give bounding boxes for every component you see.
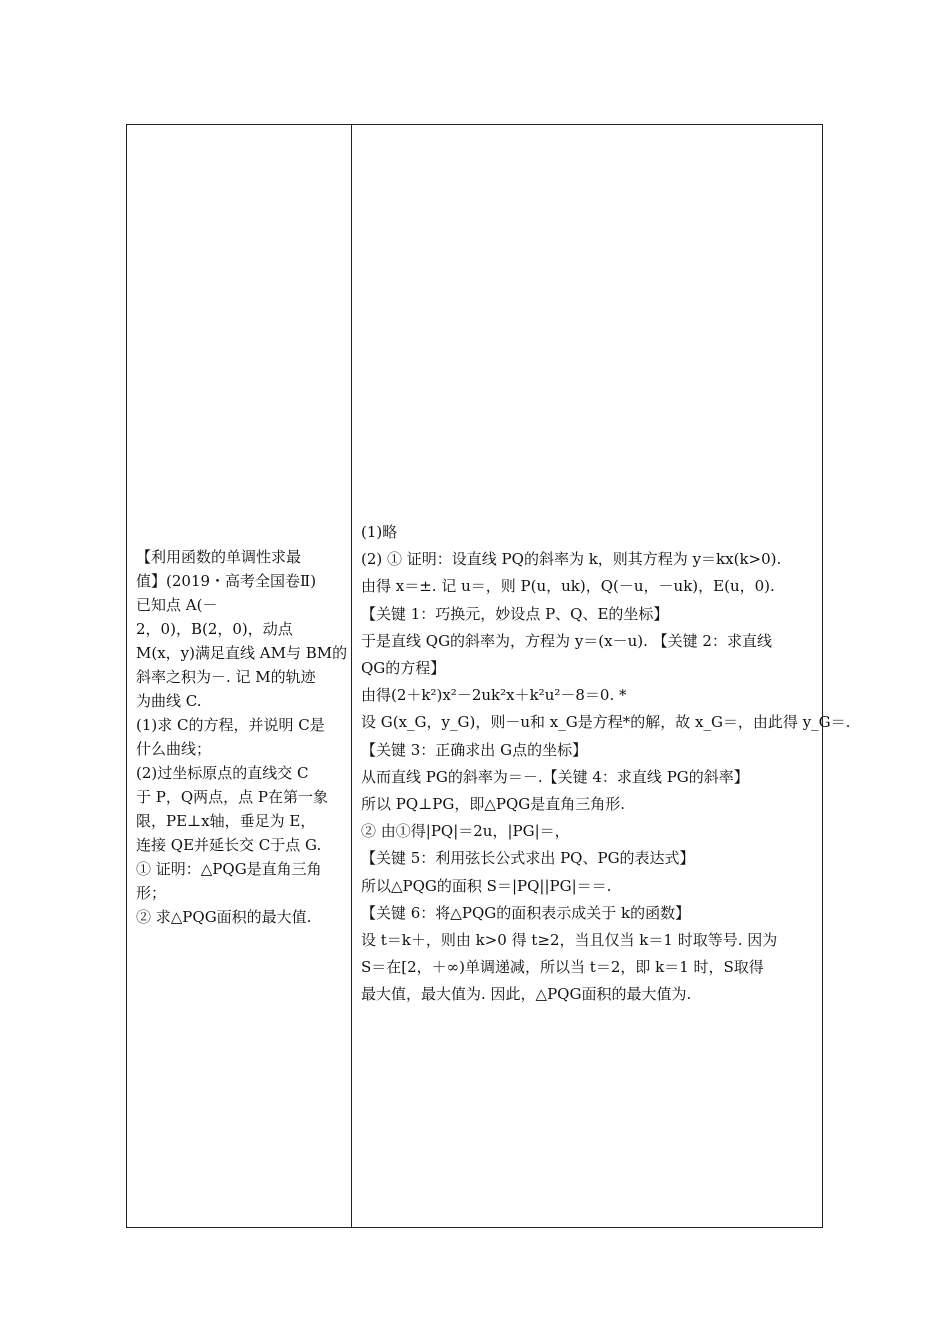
problem-line: 【利用函数的单调性求最 (136, 548, 302, 566)
column-divider (351, 125, 352, 1227)
solution-line: 设 t＝k＋，则由 k>0 得 t≥2，当且仅当 k＝1 时取等号. 因为 (361, 931, 778, 950)
solution-line: 从而直线 PG的斜率为＝－.【关键 4：求直线 PG的斜率】 (361, 767, 749, 786)
solution-line: 【关键 3：正确求出 G点的坐标】 (361, 740, 588, 759)
content-table (126, 124, 851, 1228)
solution-line: ② 由①得|PQ|＝2u，|PG|＝， (361, 822, 570, 841)
solution-line: 【关键 1：巧换元，妙设点 P、Q、E的坐标】 (361, 604, 669, 623)
solution-line: 最大值，最大值为. 因此，△PQG面积的最大值为. (361, 985, 692, 1004)
problem-line: 值】(2019・高考全国卷Ⅱ) (136, 572, 317, 590)
problem-line: 限，PE⊥x轴，垂足为 E， (136, 812, 316, 830)
problem-line: M(x，y)满足直线 AM与 BM的 (136, 644, 348, 662)
problem-line: 已知点 A(－ (136, 596, 218, 614)
problem-cell (136, 545, 348, 929)
solution-line: 由得(2＋k²)x²－2uk²x＋k²u²－8＝0. * (361, 686, 627, 705)
solution-line: QG的方程】 (361, 659, 446, 678)
solution-line: 于是直线 QG的斜率为，方程为 y＝(x－u). 【关键 2：求直线 (361, 631, 772, 650)
solution-line: (1)略 (361, 523, 398, 541)
problem-line: (2)过坐标原点的直线交 C (136, 764, 309, 782)
solution-line: 【关键 6：将△PQG的面积表示成关于 k的函数】 (361, 903, 691, 922)
solution-line: 所以 PQ⊥PG，即△PQG是直角三角形. (361, 795, 626, 814)
solution-line: 所以△PQG的面积 S＝|PQ||PG|＝＝. (361, 876, 612, 895)
problem-line: 于 P，Q两点，点 P在第一象 (136, 788, 329, 806)
problem-line: 斜率之积为－. 记 M的轨迹 (136, 668, 316, 686)
solution-line: S＝在[2，＋∞)单调递减，所以当 t＝2，即 k＝1 时，S取得 (361, 958, 764, 977)
problem-line: 连接 QE并延长交 C于点 G. (136, 836, 322, 854)
solution-line: 由得 x＝±. 记 u＝，则 P(u，uk)，Q(－u，－uk)，E(u，0). (361, 577, 775, 596)
solution-line: 【关键 5：利用弦长公式求出 PQ、PG的表达式】 (361, 849, 695, 868)
problem-line: 为曲线 C. (136, 692, 202, 710)
problem-line: 什么曲线； (136, 740, 212, 758)
problem-line: (1)求 C的方程，并说明 C是 (136, 716, 325, 734)
solution-line: (2) ① 证明：设直线 PQ的斜率为 k，则其方程为 y＝kx(k>0). (361, 550, 782, 569)
problem-line: 2，0)，B(2，0)，动点 (136, 620, 293, 638)
solution-cell (361, 519, 851, 1009)
problem-line: ① 证明：△PQG是直角三角 (136, 860, 322, 878)
problem-line: 形； (136, 884, 167, 902)
problem-line: ② 求△PQG面积的最大值. (136, 908, 312, 926)
solution-line: 设 G(x_G，y_G)，则－u和 x_G是方程*的解，故 x_G＝，由此得 y_G＝. (361, 713, 851, 732)
